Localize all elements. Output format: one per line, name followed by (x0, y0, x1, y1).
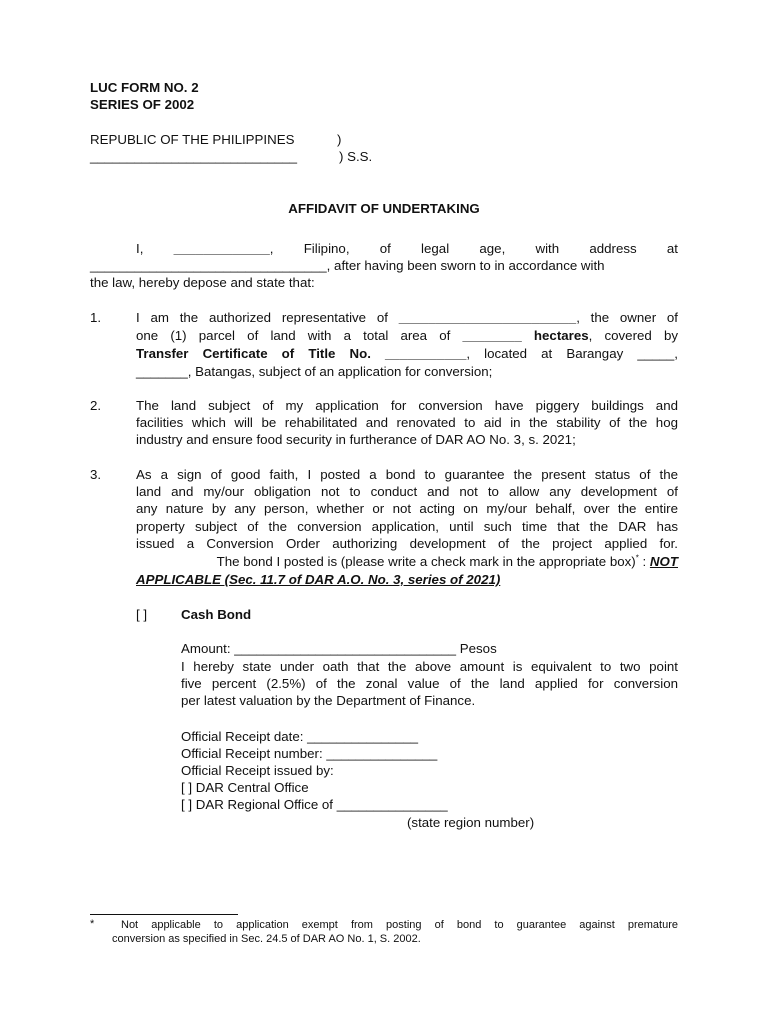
or-issued-by-label: Official Receipt issued by: (181, 763, 334, 778)
item-3-line-1: As a sign of good faith, I posted a bond to guarantee the present status of the (136, 467, 678, 482)
item-1-line-1 (136, 309, 678, 327)
cash-bond-checkbox[interactable]: [ ] (136, 607, 148, 622)
cash-bond-label: Cash Bond (181, 607, 252, 622)
cash-bond-statement-2: five percent (2.5%) of the zonal value of the land applied for conversion (181, 676, 678, 691)
intro-line-1 (90, 240, 678, 258)
venue-ss: ) S.S. (339, 149, 373, 164)
footnote-divider (90, 914, 238, 915)
item-1-line-2 (136, 327, 678, 345)
cash-bond-amount: Amount: ______________________________ Pesos (181, 641, 497, 656)
venue-paren: ) (337, 132, 342, 147)
item-3-line-3: any nature by any person, whether or not acting on my/our behalf, over the entire (136, 501, 678, 516)
bond-posted-text: The bond I posted is (please write a check mark in the appropriate box) (216, 554, 636, 569)
intro-line-3: the law, hereby depose and state that: (90, 275, 315, 290)
tct-label: Transfer Certificate of Title No. (136, 346, 371, 361)
item-3-number: 3. (90, 467, 102, 482)
cash-bond-statement-3: per latest valuation by the Department of Finance. (181, 693, 476, 708)
item-1-line-4: _______, Batangas, subject of an application for conversion; (136, 364, 493, 379)
item-2-line-2: facilities which will be rehabilitated and renovated to aid in the stability of the hog (136, 415, 678, 430)
intro-address-blank: ________________________________ (90, 258, 327, 273)
or-date-field: Official Receipt date: _______________ (181, 729, 419, 744)
item-2-line-3: industry and ensure food security in furtherance of DAR AO No. 3, s. 2021; (136, 432, 576, 447)
form-series: SERIES OF 2002 (90, 97, 195, 112)
item-2-line-1: The land subject of my application for conversion have piggery buildings and (136, 398, 678, 413)
representative-of-blank: ________________________ (398, 310, 577, 325)
region-number-hint: (state region number) (407, 815, 535, 830)
intro-i: I, (136, 241, 144, 256)
or-number-field: Official Receipt number: _______________ (181, 746, 438, 761)
intro-line-2 (90, 257, 605, 275)
dar-central-office-option[interactable]: [ ] DAR Central Office (181, 780, 309, 795)
area-blank: ________ (462, 328, 522, 343)
footnote-mark: * (90, 918, 95, 930)
dar-regional-office-option[interactable]: [ ] DAR Regional Office of _______________ (181, 797, 448, 812)
tct-blank: ___________ (385, 346, 467, 361)
not-applicable-start: NOT (649, 554, 678, 569)
item-3-line-6 (136, 553, 678, 571)
colon-text: : (638, 554, 650, 569)
intro-name-blank: _____________ (173, 241, 270, 256)
item-1-text-b: , the owner of (576, 310, 678, 325)
venue-blank-line: ____________________________ (90, 149, 298, 164)
intro-line-1-rest: , Filipino, of legal age, with address at (269, 241, 678, 256)
hectares-label: hectares (533, 328, 589, 343)
item-1-area-text: one (1) parcel of land with a total area of (136, 328, 451, 343)
cash-bond-statement-1: I hereby state under oath that the above amount is equivalent to two point (181, 659, 678, 674)
item-1-number: 1. (90, 310, 102, 325)
venue-republic: REPUBLIC OF THE PHILIPPINES (90, 132, 295, 147)
intro-line-2-rest: , after having been sworn to in accordance with (326, 258, 605, 273)
covered-by-text: , covered by (588, 328, 679, 343)
form-number: LUC FORM NO. 2 (90, 80, 199, 95)
barangay-text: , located at Barangay _____, (466, 346, 679, 361)
footnote-line-1: Not applicable to application exempt from posting of bond to guarantee against premature (121, 919, 678, 931)
footnote-line-2: conversion as specified in Sec. 24.5 of DAR AO No. 1, S. 2002. (112, 933, 421, 945)
item-1-text-a: I am the authorized representative of (136, 310, 388, 325)
not-applicable-reference: APPLICABLE (Sec. 11.7 of DAR A.O. No. 3, series of 2021) (136, 572, 501, 587)
item-1-line-3 (136, 345, 678, 363)
item-2-number: 2. (90, 398, 102, 413)
item-3-line-4: property subject of the conversion application, until such time that the DAR has (136, 519, 678, 534)
document-title: AFFIDAVIT OF UNDERTAKING (288, 201, 480, 216)
item-3-line-2: land and my/our obligation not to conduct and not to allow any development of (136, 484, 678, 499)
footnote-ref: * (635, 553, 639, 563)
item-3-line-5: issued a Conversion Order authorizing development of the project applied for. (136, 536, 678, 551)
